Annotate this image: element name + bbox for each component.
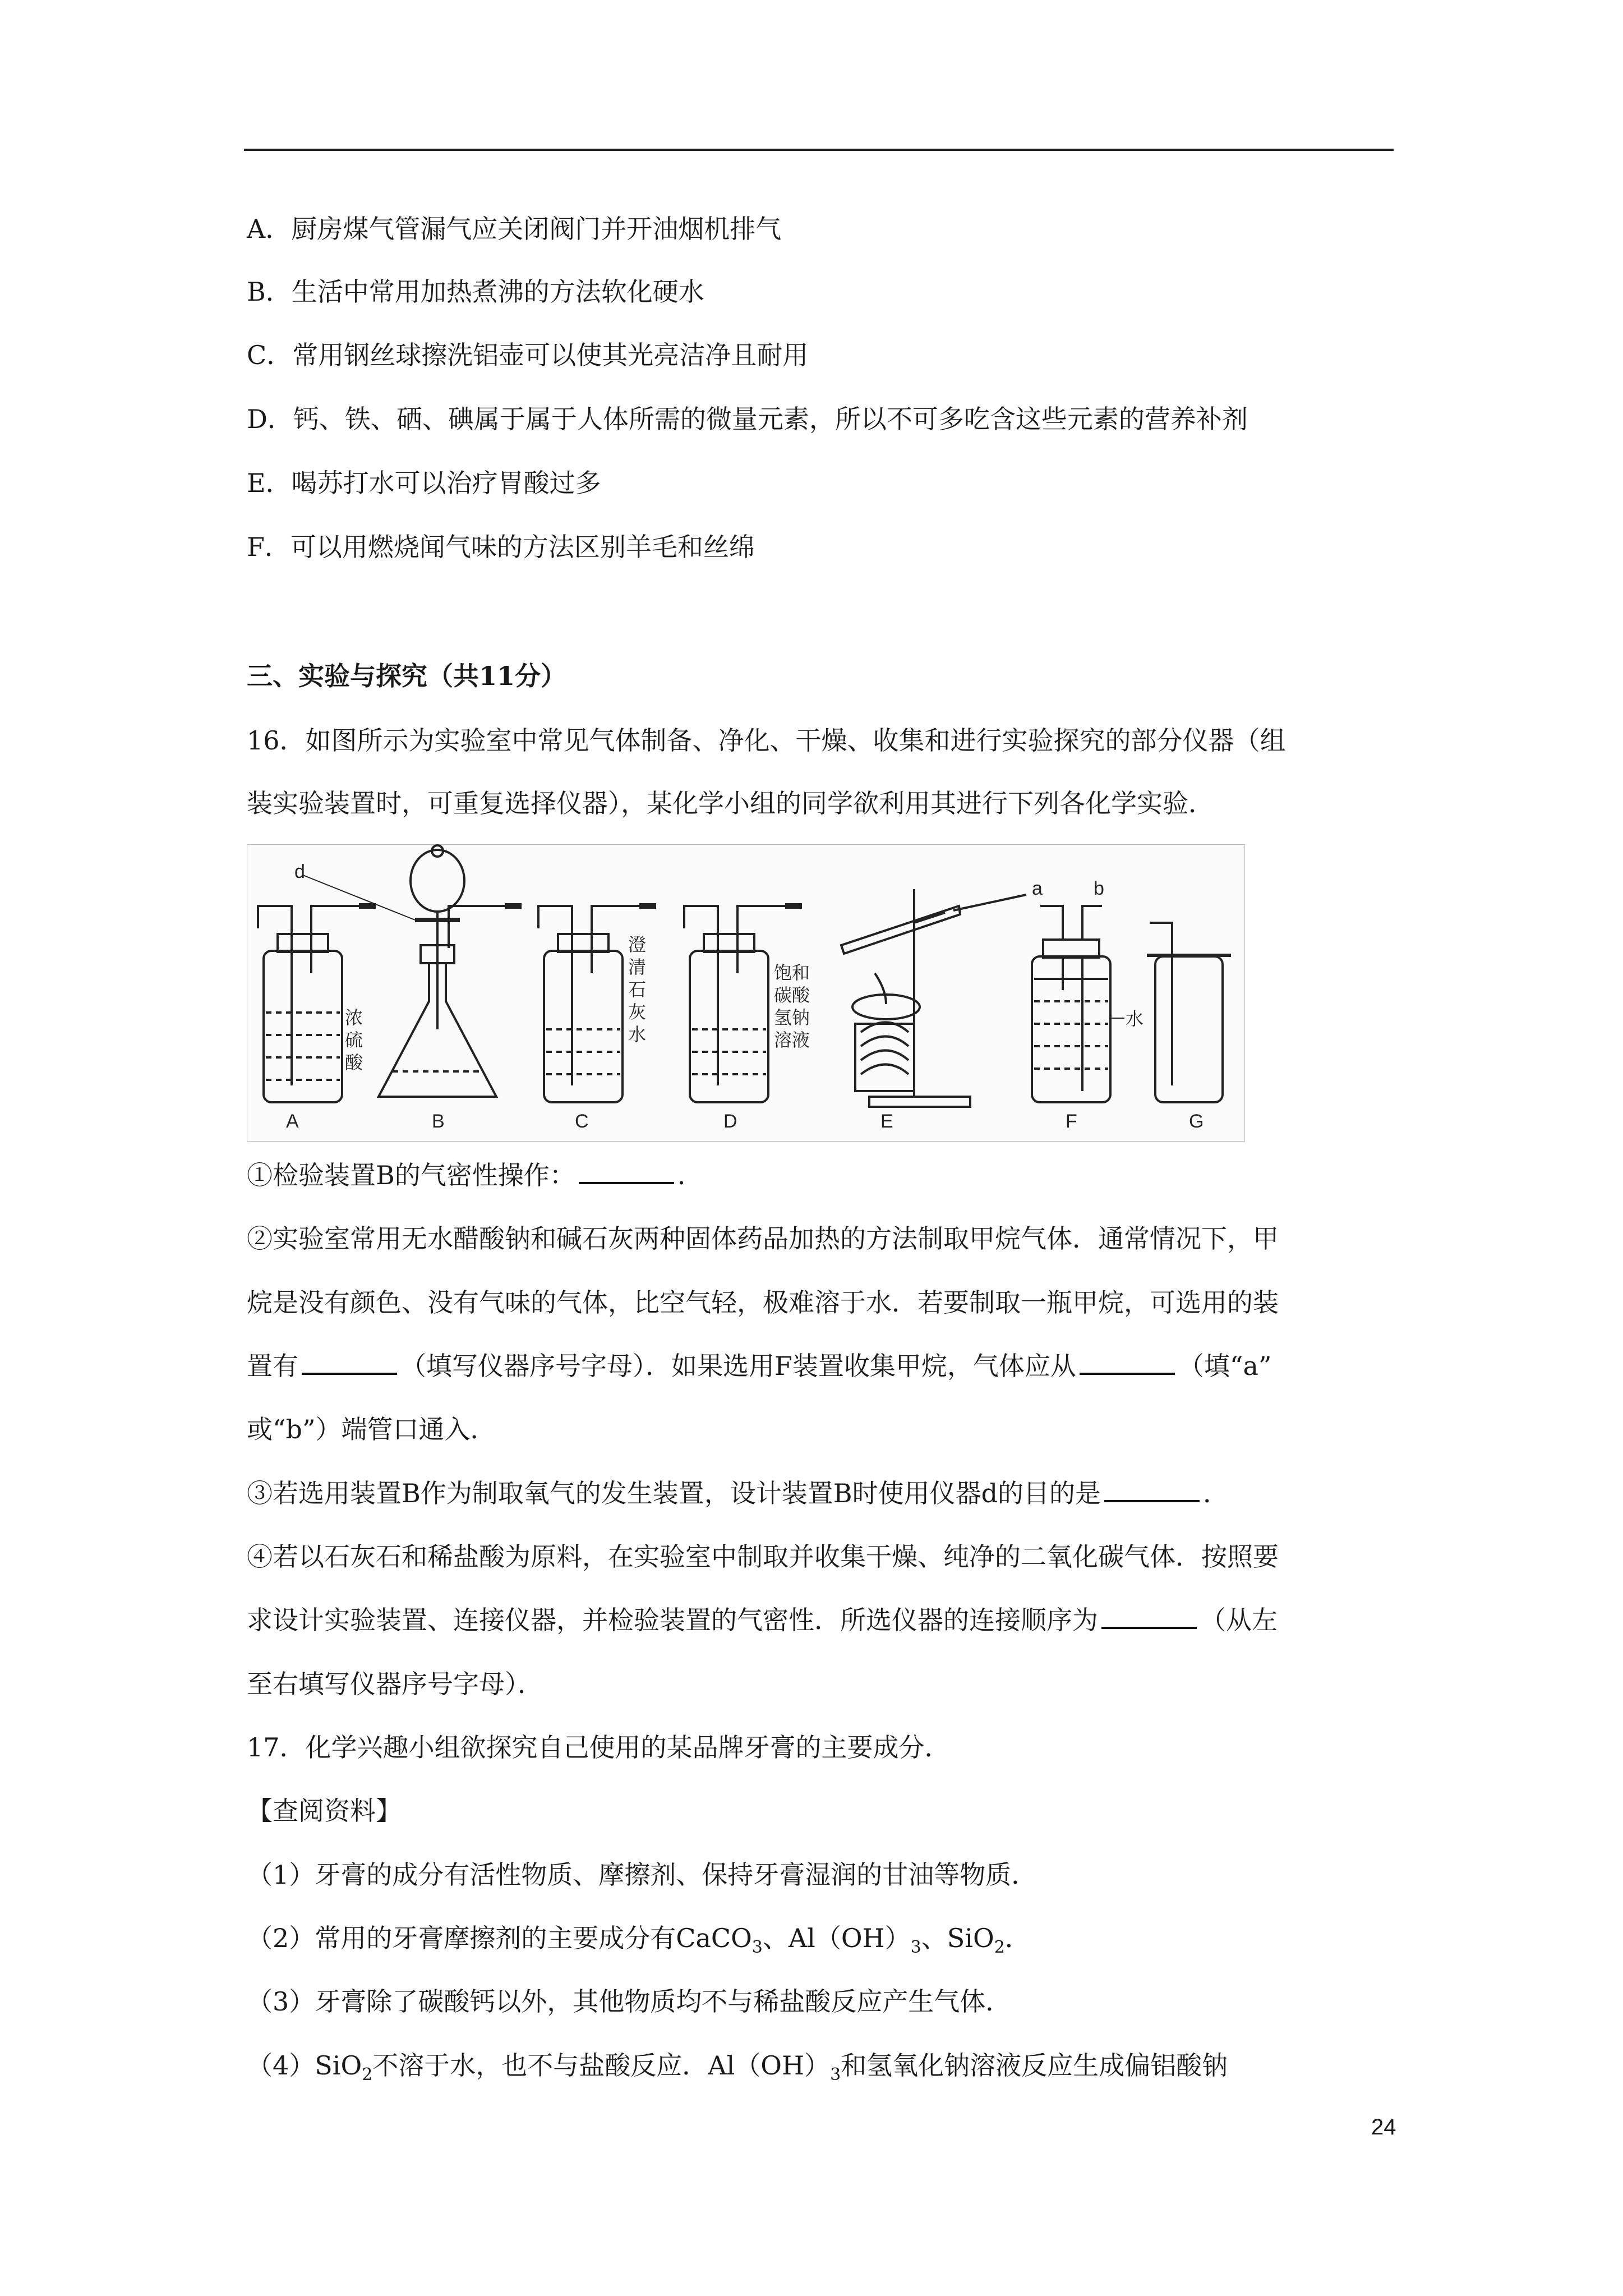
subscript: 3	[751, 1938, 763, 1957]
header-rule	[244, 149, 1394, 151]
q16-part2-line3	[247, 1349, 1271, 1383]
reagent-a-2: 硫	[345, 1029, 363, 1051]
q17-item2-c: 、SiO	[921, 1923, 994, 1953]
reagent-c-2: 清	[628, 956, 647, 978]
option-c: C．常用钢丝球擦洗铝壶可以使其光亮洁净且耐用	[247, 340, 809, 370]
option-b: B．生活中常用加热煮沸的方法软化硬水	[247, 277, 704, 307]
q16-part1-end: ．	[677, 1160, 703, 1190]
option-a: A．厨房煤气管漏气应关闭阀门并开油烟机排气	[247, 214, 782, 244]
option-e: E．喝苏打水可以治疗胃酸过多	[247, 468, 601, 498]
q16-part2-line3-a: 置有	[247, 1351, 298, 1381]
answer-blank[interactable]	[1080, 1350, 1175, 1375]
q16-intro-2: 装实验装置时，可重复选择仪器），某化学小组的同学欲利用其进行下列各化学实验．	[247, 788, 1214, 818]
q17-item2-b: 、Al（OH）	[762, 1923, 911, 1953]
reagent-f: 水	[1126, 1008, 1144, 1029]
q17-item3: （3）牙膏除了碳酸钙以外，其他物质均不与稀盐酸反应产生气体．	[247, 1986, 1012, 2017]
subscript: 2	[994, 1938, 1005, 1957]
reagent-c-5: 水	[628, 1024, 647, 1045]
subscript: 3	[910, 1938, 921, 1957]
q16-part3-end: ．	[1203, 1478, 1229, 1508]
reagent-c-3: 石	[628, 979, 647, 1000]
answer-blank[interactable]	[1104, 1478, 1200, 1502]
label-b: B	[432, 1111, 445, 1132]
reagent-d-3: 氢钠	[774, 1007, 810, 1028]
q17-heading: 【查阅资料】	[247, 1796, 402, 1826]
reagent-c-4: 灰	[628, 1001, 647, 1023]
answer-blank[interactable]	[579, 1159, 674, 1184]
q17-item2-d: ．	[1004, 1923, 1031, 1953]
reagent-a-1: 浓	[345, 1007, 363, 1028]
q17-item2	[247, 1921, 1031, 1964]
q16-part4-line2-b: （从左	[1200, 1605, 1278, 1635]
q17-item1: （1）牙膏的成分有活性物质、摩擦剂、保持牙膏湿润的甘油等物质．	[247, 1860, 1038, 1890]
subscript: 2	[362, 2065, 373, 2085]
q16-part2-line1: ②实验室常用无水醋酸钠和碱石灰两种固体药品加热的方法制取甲烷气体．通常情况下，甲	[247, 1223, 1279, 1254]
q16-part4-line2-a: 求设计实验装置、连接仪器，并检验装置的气密性．所选仪器的连接顺序为	[247, 1605, 1098, 1635]
q17-item4-c: 和氢氧化钠溶液反应生成偏铝酸钠	[841, 2050, 1228, 2081]
q16-part4-line1: ④若以石灰石和稀盐酸为原料，在实验室中制取并收集干燥、纯净的二氧化碳气体．按照要	[247, 1542, 1279, 1572]
label-e: E	[880, 1111, 893, 1132]
section-title: 三、实验与探究（共11分）	[247, 661, 567, 691]
q17-item4-b: 不溶于水，也不与盐酸反应．Al（OH）	[372, 2050, 831, 2081]
q17-item2-a: （2）常用的牙膏摩擦剂的主要成分有CaCO	[247, 1923, 752, 1953]
q16-part1-text: ①检验装置B的气密性操作：	[247, 1160, 575, 1190]
label-funnel-d: d	[294, 861, 305, 882]
label-a: A	[286, 1111, 299, 1132]
label-d: D	[723, 1111, 737, 1132]
answer-blank[interactable]	[1101, 1604, 1197, 1629]
q16-part1	[247, 1158, 703, 1192]
q16-part2-line3-b: （填写仪器序号字母）．如果选用F装置收集甲烷，气体应从	[400, 1351, 1076, 1381]
q17-item4-a: （4）SiO	[247, 2050, 362, 2081]
reagent-d-2: 碳酸	[774, 984, 810, 1006]
reagent-c-1: 澄	[628, 934, 647, 955]
q16-part3	[247, 1476, 1229, 1510]
label-g: G	[1189, 1111, 1204, 1132]
answer-blank[interactable]	[302, 1350, 397, 1375]
subscript: 3	[830, 2065, 841, 2085]
option-d: D．钙、铁、硒、碘属于属于人体所需的微量元素，所以不可多吃含这些元素的营养补剂	[247, 404, 1248, 434]
option-f: F．可以用燃烧闻气味的方法区别羊毛和丝绵	[247, 532, 755, 562]
reagent-d-4: 溶液	[774, 1029, 810, 1051]
page-number: 24	[1371, 2115, 1396, 2139]
reagent-a-3: 酸	[345, 1052, 363, 1073]
label-f: F	[1066, 1111, 1077, 1132]
label-tube-a: a	[1032, 878, 1043, 899]
label-c: C	[575, 1111, 589, 1132]
q17-item4	[247, 2049, 1228, 2092]
q17-intro: 17．化学兴趣小组欲探究自己使用的某品牌牙膏的主要成分．	[247, 1732, 951, 1763]
q16-part2-line4: 或“b”）端管口通入．	[247, 1414, 496, 1444]
label-tube-b: b	[1094, 878, 1104, 899]
apparatus-figure	[247, 844, 1245, 1142]
q16-part2-line2: 烷是没有颜色、没有气味的气体，比空气轻，极难溶于水．若要制取一瓶甲烷，可选用的装	[247, 1287, 1279, 1318]
q16-intro-1: 16．如图所示为实验室中常见气体制备、净化、干燥、收集和进行实验探究的部分仪器（组	[247, 725, 1286, 756]
q16-part4-line3: 至右填写仪器序号字母）．	[247, 1669, 543, 1699]
q16-part4-line2	[247, 1603, 1278, 1637]
q16-part3-text: ③若选用装置B作为制取氧气的发生装置，设计装置B时使用仪器d的目的是	[247, 1478, 1101, 1508]
reagent-d-1: 饱和	[774, 962, 810, 983]
q16-part2-line3-c: （填“a”	[1178, 1351, 1272, 1381]
